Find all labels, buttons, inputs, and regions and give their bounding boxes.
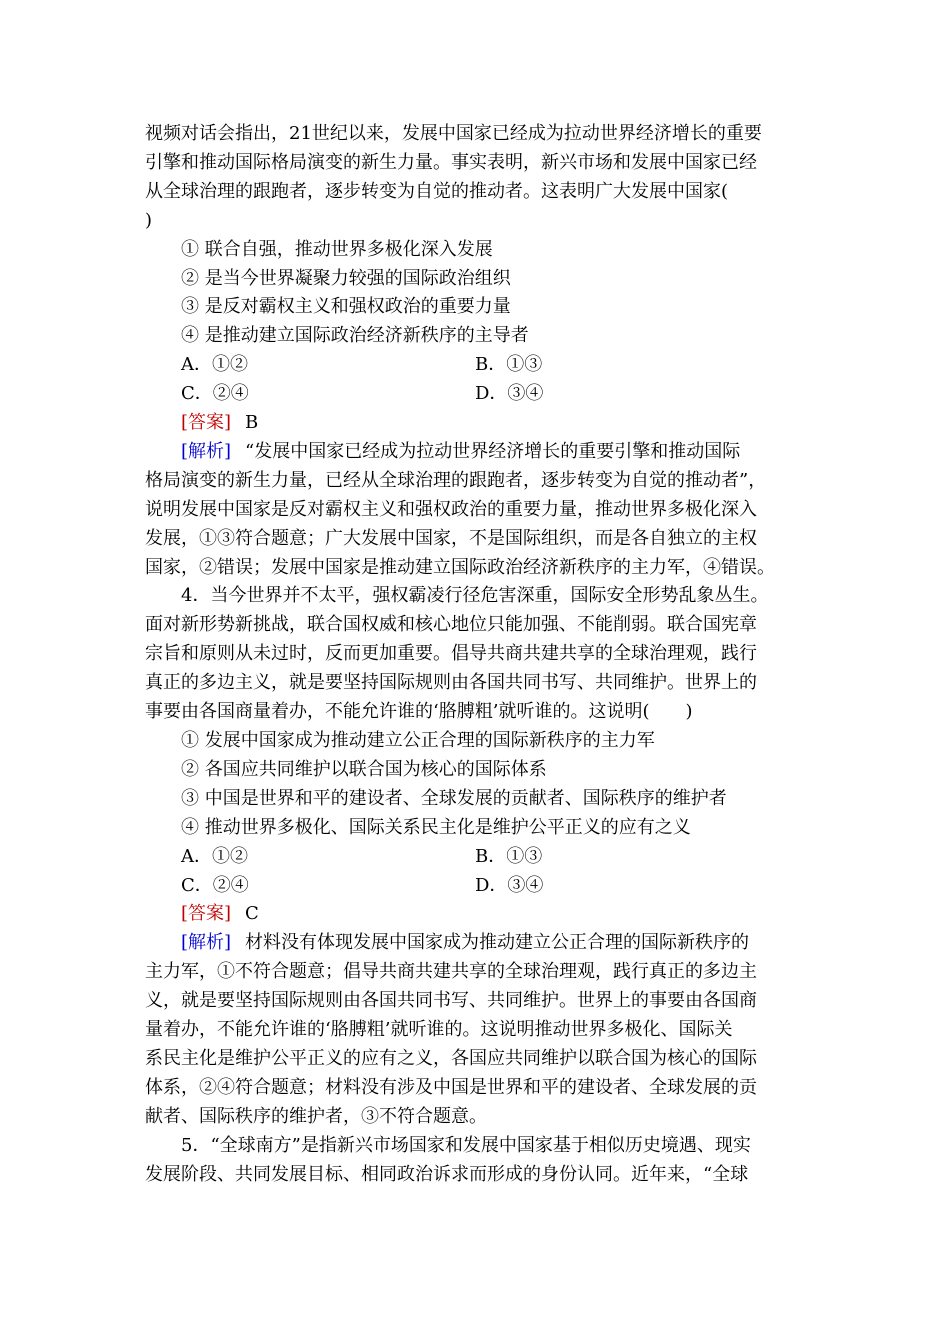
q3-analysis-line-3: 说明发展中国家是反对霸权主义和强权政治的重要力量，推动世界多极化深入 (145, 498, 757, 520)
q3-choices-row-2 (145, 380, 810, 409)
q3-analysis-line-4: 发展，①③符合题意；广大发展中国家，不是国际组织，而是各自独立的主权 (145, 527, 757, 549)
analysis-tag: [解析] (181, 932, 232, 954)
q4-analysis-line-4: 量着办，不能允许谁的‘胳膊粗’就听谁的。这说明推动世界多极化、国际关 (145, 1019, 733, 1041)
document-page (145, 120, 810, 1189)
q3-stem-line-2: 引擎和推动国际格局演变的新生力量。事实表明，新兴市场和发展中国家已经 (145, 151, 757, 173)
q3-answer (145, 409, 810, 438)
q4-answer-value: C (245, 903, 259, 925)
question-5 (145, 1132, 810, 1190)
q3-stem-line-1: 视频对话会指出，21世纪以来，发展中国家已经成为拉动世界经济增长的重要 (145, 123, 762, 144)
q4-answer (145, 900, 810, 929)
q4-option-2: ② 各国应共同维护以联合国为核心的国际体系 (181, 758, 547, 780)
q4-stem-line-1: 4．当今世界并不太平，强权霸凌行径危害深重，国际安全形势乱象丛生。 (181, 585, 769, 607)
q3-analysis-text-1: “发展中国家已经成为拉动世界经济增长的重要引擎和推动国际 (245, 440, 741, 462)
q4-choice-b: B．①③ (475, 845, 543, 867)
q3-choice-a: A．①② (181, 354, 248, 376)
q3-choice-c: C．②④ (181, 383, 249, 405)
q5-stem-line-2: 发展阶段、共同发展目标、相同政治诉求而形成的身份认同。近年来，“全球 (145, 1163, 749, 1185)
answer-tag: [答案] (181, 412, 232, 434)
q4-analysis-line-5: 系民主化是维护公平正义的应有之义，各国应共同维护以联合国为核心的国际 (145, 1047, 757, 1069)
q4-option-1: ① 发展中国家成为推动建立公正合理的国际新秩序的主力军 (181, 730, 655, 751)
q4-option-3: ③ 中国是世界和平的建设者、全球发展的贡献者、国际秩序的维护者 (181, 787, 727, 809)
q3-option-4: ④ 是推动建立国际政治经济新秩序的主导者 (181, 325, 529, 347)
q4-stem-line-3: 宗旨和原则从未过时，反而更加重要。倡导共商共建共享的全球治理观，践行 (145, 643, 757, 665)
q4-analysis-line-7: 献者、国际秩序的维护者，③不符合题意。 (145, 1105, 487, 1127)
q3-choice-b: B．①③ (475, 354, 543, 376)
q3-answer-value: B (245, 412, 259, 434)
answer-tag: [答案] (181, 903, 232, 925)
q4-choice-d: D．③④ (475, 874, 544, 896)
q4-analysis-line-2: 主力军，①不符合题意；倡导共商共建共享的全球治理观，践行真正的多边主 (145, 961, 757, 983)
q3-stem-line-4: ) (145, 209, 153, 231)
q4-stem-line-4: 真正的多边主义，就是要坚持国际规则由各国共同书写、共同维护。世界上的 (145, 672, 757, 694)
question-3 (145, 120, 810, 582)
q3-analysis-line-5: 国家，②错误；发展中国家是推动建立国际政治经济新秩序的主力军，④错误。 (145, 556, 775, 578)
q4-stem-line-2: 面对新形势新挑战，联合国权威和核心地位只能加强、不能削弱。联合国宪章 (145, 614, 757, 636)
q5-stem-line-1: 5．“全球南方”是指新兴市场国家和发展中国家基于相似历史境遇、现实 (181, 1134, 751, 1156)
q4-choice-a: A．①② (181, 845, 248, 867)
q3-choice-d: D．③④ (475, 383, 544, 405)
q3-option-3: ③ 是反对霸权主义和强权政治的重要力量 (181, 296, 511, 318)
q3-analysis-line-2: 格局演变的新生力量，已经从全球治理的跟跑者，逐步转变为自觉的推动者”， (145, 469, 767, 491)
q3-stem-line-3: 从全球治理的跟跑者，逐步转变为自觉的推动者。这表明广大发展中国家( (145, 180, 729, 202)
q4-stem-line-5: 事要由各国商量着办，不能允许谁的‘胳膊粗’就听谁的。这说明( ) (145, 701, 693, 723)
question-4 (145, 582, 810, 1131)
q3-option-1: ① 联合自强，推动世界多极化深入发展 (181, 238, 493, 260)
q4-choices-row-2 (145, 872, 810, 901)
q4-analysis-text-1: 材料没有体现发展中国家成为推动建立公正合理的国际新秩序的 (245, 932, 750, 954)
q3-option-2: ② 是当今世界凝聚力较强的国际政治组织 (181, 267, 511, 289)
q3-analysis-line-1 (145, 438, 810, 467)
q4-analysis-line-6: 体系，②④符合题意；材料没有涉及中国是世界和平的建设者、全球发展的贡 (145, 1076, 757, 1098)
q4-analysis-line-3: 义，就是要坚持国际规则由各国共同书写、共同维护。世界上的事要由各国商 (145, 990, 757, 1012)
q3-choices-row-1 (145, 351, 810, 380)
q4-analysis-line-1 (145, 929, 810, 958)
q4-choice-c: C．②④ (181, 874, 249, 896)
q4-option-4: ④ 推动世界多极化、国际关系民主化是维护公平正义的应有之义 (181, 816, 691, 838)
q4-choices-row-1 (145, 843, 810, 872)
analysis-tag: [解析] (181, 440, 232, 462)
